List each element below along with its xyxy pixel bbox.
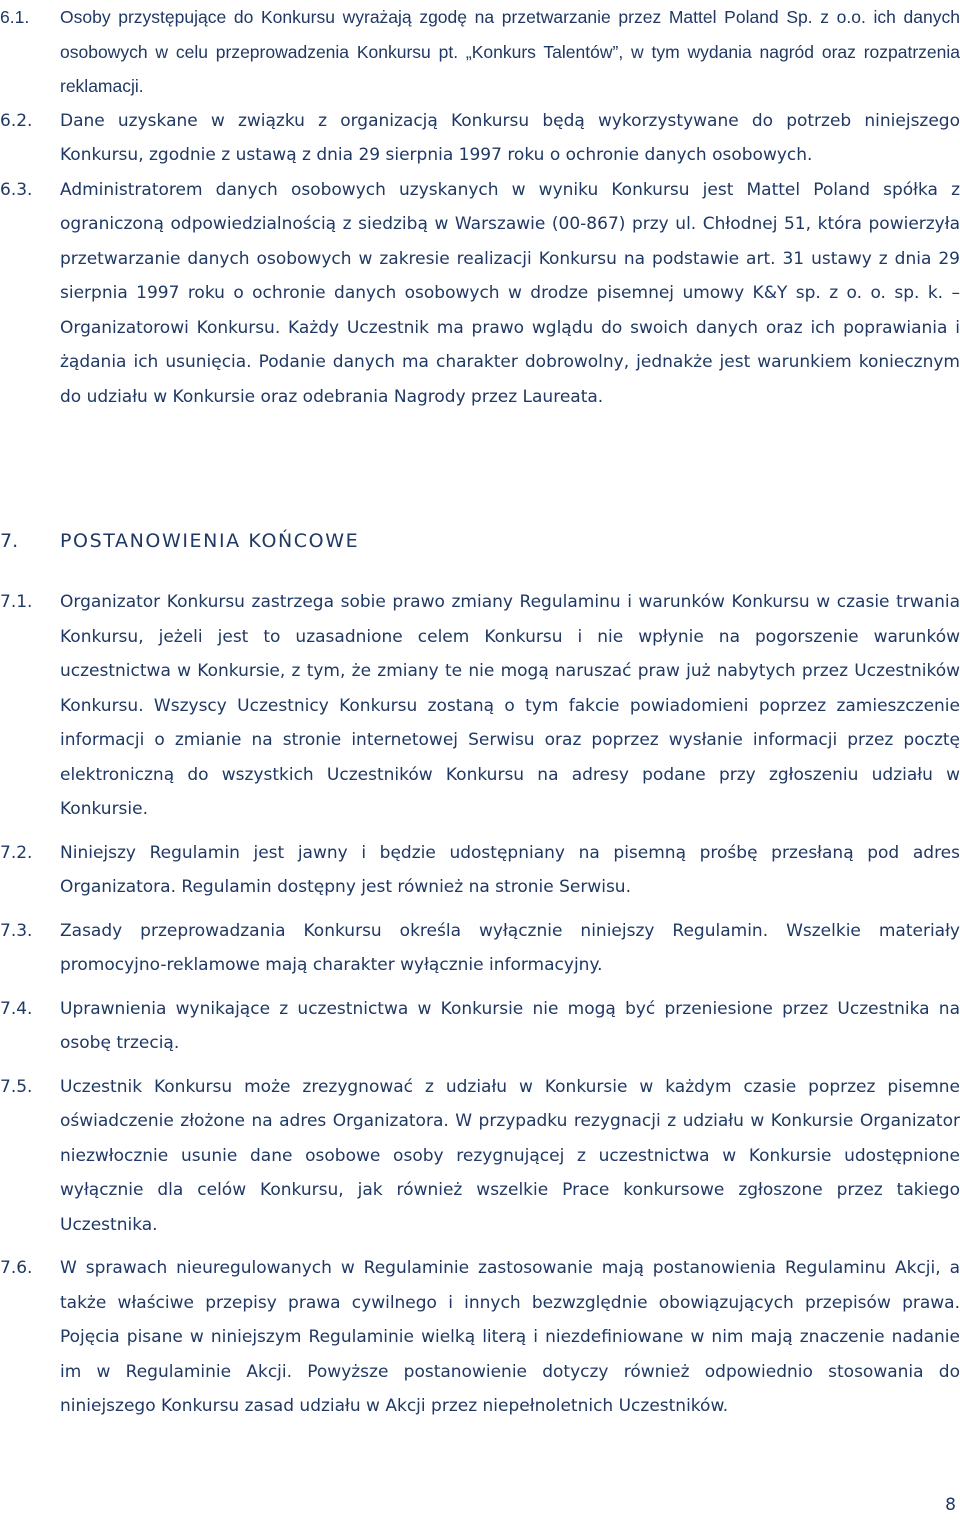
heading-number: 7. [0,530,19,552]
heading-title: POSTANOWIENIA KOŃCOWE [60,530,360,552]
clause-number: 6.1. [0,7,30,27]
clause-7-1 [0,585,960,827]
clause-text: W sprawach nieuregulowanych w Regulaminie zastosowanie mają postanowienia Regulaminu Akcji, a także właściwe przepisy prawa cywilnego i innych bezwzględnie obowiązujących przepisów prawa. Pojęcia pisane w niniejszym Regulaminie wielką literą i niezdefiniowane w nim mają znaczenie nadanie im w Regulaminie Akcji. Powyższe postanowienie dotyczy również odpowiednio stosowania do niniejszego Konkursu zasad udziału w Akcji przez niepełnoletnich Uczestników. [60,1258,960,1416]
clause-7-3 [0,914,960,983]
clause-6-1 [0,0,960,104]
clause-7-6 [0,1251,960,1424]
clause-number: 6.2. [0,110,33,131]
clause-number: 7.3. [0,920,33,941]
section-7-list [0,585,960,1433]
clause-number: 6.3. [0,179,33,200]
clause-text: Uczestnik Konkursu może zrezygnować z udziału w Konkursie w każdym czasie poprzez pisemne oświadczenie złożone na adres Organizatora. W przypadku rezygnacji z udziału w Konkursie Organizator niezwłocznie usunie dane osobowe osoby rezygnującej z uczestnictwa w Konkursie udostępnione wyłącznie dla celów Konkursu, jak również wszelkie Prace konkursowe zgłoszone przez takiego Uczestnika. [60,1076,960,1235]
clause-text: Dane uzyskane w związku z organizacją Konkursu będą wykorzystywane do potrzeb niniejszego Konkursu, zgodnie z ustawą z dnia 29 sierpnia 1997 roku o ochronie danych osobowych. [60,110,960,165]
page-number: 8 [945,1495,956,1515]
clause-6-3 [0,173,960,415]
clause-number: 7.6. [0,1258,33,1278]
clause-number: 7.1. [0,592,33,612]
clause-7-5 [0,1070,960,1243]
clause-text: Administratorem danych osobowych uzyskanych w wyniku Konkursu jest Mattel Poland spółka z ograniczoną odpowiedzialnością z siedzibą w Warszawie (00-867) przy ul. Chłodnej 51, która powierzyła przetwarzanie danych osobowych w zakresie realizacji Konkursu na podstawie art. 31 ustawy z dnia 29 sierpnia 1997 roku o ochronie danych osobowych w drodze pisemnej umowy K&Y sp. z o. o. sp. k. – Organizatorowi Konkursu. Każdy Uczestnik ma prawo wglądu do swoich danych oraz ich poprawiania i żądania ich usunięcia. Podanie danych ma charakter dobrowolny, jednakże jest warunkiem koniecznym do udziału w Konkursie oraz odebrania Nagrody przez Laureata. [60,179,960,407]
clause-7-2 [0,836,960,905]
clause-number: 7.5. [0,1076,33,1097]
section-6-list [0,0,960,414]
clause-number: 7.4. [0,998,33,1019]
clause-number: 7.2. [0,842,33,863]
clause-text: Niniejszy Regulamin jest jawny i będzie udostępniany na pisemną prośbę przesłaną pod adres Organizatora. Regulamin dostępny jest również na stronie Serwisu. [60,842,960,897]
clause-7-4 [0,992,960,1061]
clause-text: Organizator Konkursu zastrzega sobie prawo zmiany Regulaminu i warunków Konkursu w czasie trwania Konkursu, jeżeli jest to uzasadnione celem Konkursu i nie wpłynie na pogorszenie warunków uczestnictwa w Konkursie, z tym, że zmiany te nie mogą naruszać praw już nabytych przez Uczestników Konkursu. Wszyscy Uczestnicy Konkursu zostaną o tym fakcie powiadomieni poprzez zamieszczenie informacji o zmianie na stronie internetowej Serwisu oraz poprzez wysłanie informacji przez pocztę elektroniczną do wszystkich Uczestników Konkursu na adresy podane przy zgłoszeniu udziału w Konkursie. [60,592,960,819]
clause-text: Uprawnienia wynikające z uczestnictwa w Konkursie nie mogą być przeniesione przez Uczestnika na osobę trzecią. [60,998,960,1053]
clause-text: Osoby przystępujące do Konkursu wyrażają zgodę na przetwarzanie przez Mattel Poland Sp. z o.o. ich danych osobowych w celu przeprowadzenia Konkursu pt. „Konkurs Talentów”, w tym wydania nagród oraz rozpatrzenia reklamacji. [60,7,960,96]
clause-text: Zasady przeprowadzania Konkursu określa wyłącznie niniejszy Regulamin. Wszelkie materiały promocyjno-reklamowe mają charakter wyłącznie informacyjny. [60,920,960,975]
clause-6-2 [0,104,960,173]
section-7-heading [0,524,960,558]
